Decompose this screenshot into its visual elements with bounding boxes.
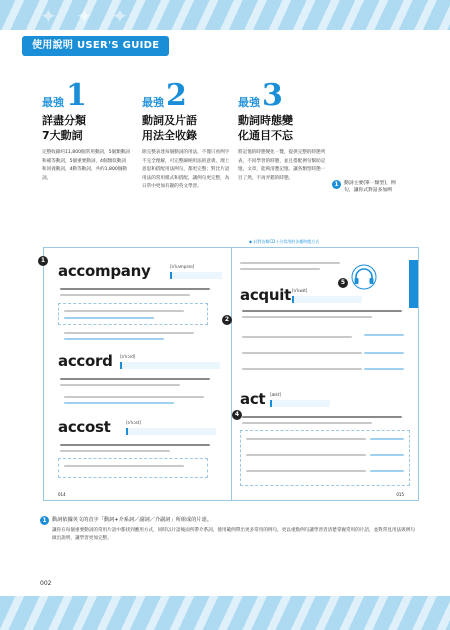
feature-2 — [142, 78, 230, 192]
entry-pron: [ə'kʌmpənɪ] — [170, 264, 195, 269]
band-watermark: ✦ ✦ ✦ — [40, 4, 135, 28]
phrase-line — [240, 268, 320, 270]
entry-accord — [58, 352, 136, 370]
phrase-line — [364, 368, 404, 370]
feature-title-line1: 動詞及片語 — [142, 114, 197, 127]
feature-body: 完整收錄約11,800個常用動詞，5個類動詞和補等動詞，5個重要動詞，4個類似動詞和同義動詞，4動等動詞，共約1,800個動詞。 — [42, 150, 130, 181]
feature-body: 除完整表達每個動詞的用法，不僅只看例字不完全理解，可完整歸納用法的意義，理上意思和搭配用法例句，都更完整；對比片語用法的常用模式和搭配，讓例句更完整，為日常中更加有趣的英文學習。 — [142, 150, 230, 189]
phrase-line — [242, 352, 362, 354]
top-decorative-band — [0, 0, 450, 30]
feature-3 — [238, 78, 326, 183]
callout-badge: 1 — [332, 180, 341, 189]
entry-definition-bar — [270, 400, 330, 407]
entry-pron: [ækt] — [270, 392, 281, 397]
phrase-line — [240, 262, 340, 264]
feature-number: 3 — [262, 78, 283, 113]
entry-definition-bar — [126, 428, 216, 435]
example-line — [60, 288, 210, 290]
marker-5: 5 — [338, 278, 348, 288]
page-number: 002 — [40, 580, 52, 587]
section-title: 使用說明 USER'S GUIDE — [22, 36, 169, 56]
headphones-icon — [349, 264, 379, 290]
entry-word: acquit — [240, 286, 291, 304]
example-line — [60, 450, 170, 452]
footnote-lead-text: 動詞依據英文的首字「動詞+介系詞／副詞／介副詞」所組成的片語。 — [52, 517, 212, 523]
phrase-line — [64, 402, 174, 404]
entry-definition-bar — [292, 296, 362, 303]
feature-title — [142, 113, 230, 143]
example-line — [60, 378, 210, 380]
phrase-line — [64, 310, 184, 312]
phrase-line — [242, 336, 352, 338]
phrase-line — [64, 317, 154, 319]
entry-definition-bar — [170, 272, 222, 279]
entry-word: act — [240, 390, 266, 408]
entry-accompany — [58, 262, 195, 280]
phrase-line — [370, 438, 404, 440]
footnote — [40, 516, 415, 543]
side-tab — [409, 260, 418, 308]
phrase-line — [246, 438, 366, 440]
phrase-line — [364, 334, 404, 336]
entry-pron: [ə'kɔrd] — [120, 354, 136, 359]
marker-2: 2 — [222, 315, 232, 325]
entry-word: accompany — [58, 262, 151, 280]
entry-word: accost — [58, 418, 111, 436]
footnote-lead — [40, 516, 415, 523]
callout-text: 動詞主要(單一類型)，例句，讓你式對話多加例 — [344, 181, 396, 193]
marker-4: 4 — [232, 410, 242, 420]
phrase-line — [64, 396, 204, 398]
phrase-box — [58, 303, 208, 325]
phrase-line — [364, 352, 404, 354]
phrase-line — [370, 454, 404, 456]
footnote-badge: 1 — [40, 516, 49, 525]
phrase-line — [246, 454, 366, 456]
entry-acquit — [240, 286, 308, 304]
feature-number: 1 — [66, 78, 87, 113]
feature-title-line2: 7大動詞 — [42, 129, 83, 142]
phrase-line — [246, 470, 366, 472]
spread-gutter — [231, 248, 232, 500]
example-line — [242, 310, 402, 312]
feature-title-line2: 化通目不忘 — [238, 129, 293, 142]
footnote-body: 讓你在每個重要動詞的常用片語中都找到應用方式，同時以片語後面所帶介系詞，使用範例帶出更多常用的例句，更以重點例句讓學習者清楚掌握常用的片語，並對常見用法與例句做出說明，讓學習更加完整。 — [52, 528, 415, 541]
phrase-box — [58, 458, 208, 478]
marker-1: 1 — [38, 256, 48, 266]
feature-body: 將記憶的時態變化一覽，提供完整的時態列表，不同學習的時態，並且搭配例句幫助記憶，文章，能夠清楚記憶，讓各類型時態一目了然，不再弄錯的時態。 — [238, 150, 326, 181]
entry-pron: [ə'kɔst] — [126, 420, 141, 425]
example-line — [242, 416, 402, 418]
feature-title — [42, 113, 130, 143]
feature-keyword: 最強 — [142, 96, 164, 109]
entry-pron: [ə'kwɪt] — [292, 288, 308, 293]
feature-keyword: 最強 — [238, 96, 260, 109]
example-line — [242, 422, 372, 424]
spread-top-note: ◆ 針對各類CD十分常用的各種時態方式 — [249, 239, 320, 244]
feature-title-line2: 用法全收錄 — [142, 129, 197, 142]
callout-note — [332, 180, 402, 194]
feature-number: 2 — [166, 78, 187, 113]
feature-title — [238, 113, 326, 143]
feature-title-line1: 動詞時態變 — [238, 114, 293, 127]
example-line — [60, 444, 210, 446]
phrase-line — [242, 368, 362, 370]
phrase-line — [64, 332, 194, 334]
entry-act — [240, 390, 281, 408]
example-line — [60, 384, 180, 386]
entry-definition-bar — [120, 362, 220, 369]
feature-keyword: 最強 — [42, 96, 64, 109]
feature-title-line1: 詳盡分類 — [42, 114, 86, 127]
phrase-line — [64, 338, 164, 340]
right-page-number: 015 — [396, 492, 404, 497]
left-page-number: 014 — [58, 492, 66, 497]
example-line — [242, 316, 372, 318]
entry-accost — [58, 418, 141, 436]
phrase-line — [64, 465, 184, 467]
bottom-decorative-band — [0, 596, 450, 630]
entry-word: accord — [58, 352, 113, 370]
feature-1 — [42, 78, 130, 183]
phrase-line — [370, 470, 404, 472]
example-line — [60, 294, 190, 296]
